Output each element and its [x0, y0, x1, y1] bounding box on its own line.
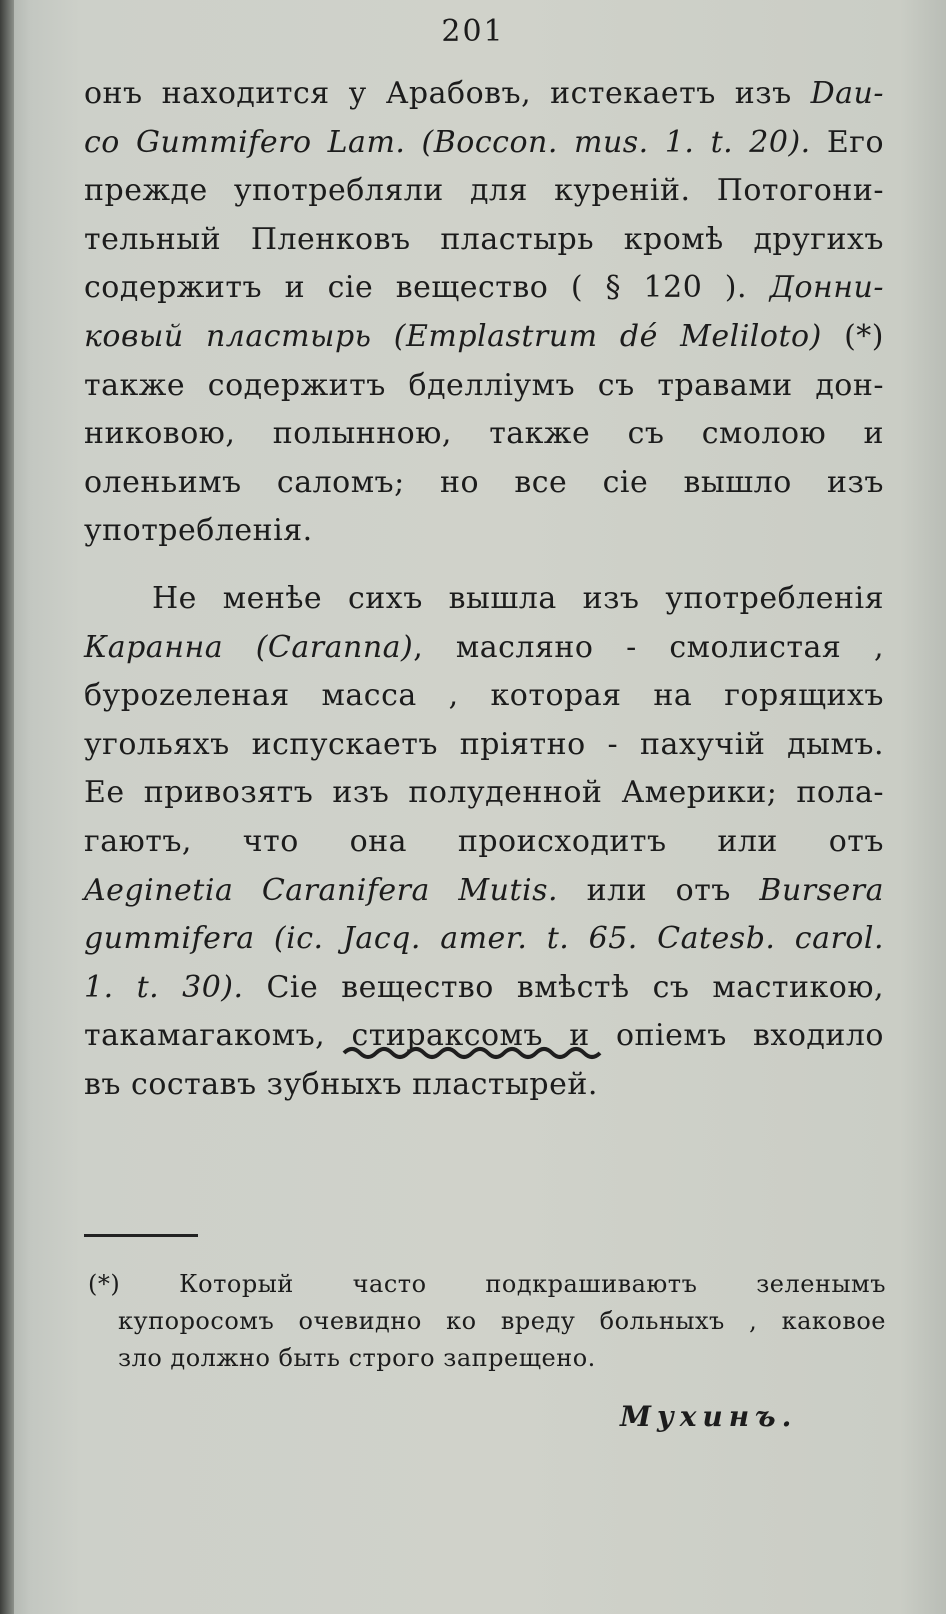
text-line [84, 867, 884, 916]
text-line: также содержитъ бделліумъ съ травами дон- [84, 367, 884, 403]
text-line: Не менѣе сихъ вышла изъ употребленія [152, 580, 884, 616]
text-line [84, 264, 884, 313]
latin-term: Aeginetia Caranifera Mutis. [84, 872, 559, 908]
text-line: тельный Пленковъ пластырь кромѣ другихъ [84, 221, 884, 257]
text-line: буроzеленая масса , которая на горящихъ [84, 678, 884, 714]
latin-citation: co Gummifero Lam. (Boccon. mus. 1. t. 20). [84, 124, 811, 160]
italic-term: Донни- [769, 270, 884, 306]
text-span: содержитъ и сіе вещество ( § 120 ). [84, 270, 770, 306]
text-span: онъ находится у Арабовъ, истекаетъ изъ [84, 76, 811, 111]
page-number: 201 [441, 14, 505, 49]
text-span: Его [810, 124, 885, 160]
paragraph-2 [84, 575, 884, 1110]
text-line [84, 70, 884, 119]
text-line: такамагакомъ, стираксомъ и опіемъ входило [84, 1018, 884, 1054]
footnote-marker: (*) [821, 318, 884, 354]
latin-citation: 1. t. 30). [84, 969, 244, 1005]
italic-term: Каранна (Caranna) [84, 629, 414, 665]
text-line [84, 624, 884, 673]
paragraph-1 [84, 70, 884, 556]
text-span: Сіе вещество вмѣстѣ съ мастикою, [243, 969, 884, 1005]
footnote-line: зло должно быть строго запрещено. [118, 1344, 596, 1372]
text-line [84, 313, 884, 362]
italic-term: ковый пластырь (Emplastrum dé Meliloto) [84, 318, 822, 354]
book-spine-edge [0, 0, 14, 1614]
text-line: гаютъ, что она происходитъ или отъ [84, 823, 884, 859]
text-line: употребленія. [84, 513, 313, 549]
text-line [84, 119, 884, 168]
text-span: , масляно - смолистая , [413, 629, 884, 665]
text-line [84, 964, 884, 1013]
text-span: или отъ [558, 872, 760, 908]
footnote-divider [84, 1234, 198, 1237]
latin-term: Bursera [759, 872, 885, 908]
text-line: никовою, полынною, также съ смолою и [84, 416, 884, 452]
text-line: прежде употребляли для куреній. Потогони- [84, 173, 884, 209]
footnote-line: купоросомъ очевидно ко вреду больныхъ , каковое [118, 1307, 886, 1335]
text-line: Ее привозятъ изъ полуденной Америки; пола- [84, 775, 884, 811]
text-line: угольяхъ испускаетъ пріятно - пахучій дымъ. [84, 726, 884, 762]
latin-term: Dau- [810, 76, 884, 111]
text-line: въ составъ зубныхъ пластырей. [84, 1066, 598, 1102]
text-line: оленьимъ саломъ; но все сіе вышло изъ [84, 464, 884, 500]
footnote [88, 1266, 886, 1377]
section-ornament [340, 1042, 610, 1064]
page-body [84, 70, 884, 1109]
author-signature: Мухинъ. [620, 1400, 798, 1433]
latin-citation-line: gummifera (ic. Jacq. amer. t. 65. Catesb. carol. [84, 921, 884, 957]
footnote-line: (*) Который часто подкрашиваютъ зеленымъ [88, 1270, 886, 1298]
